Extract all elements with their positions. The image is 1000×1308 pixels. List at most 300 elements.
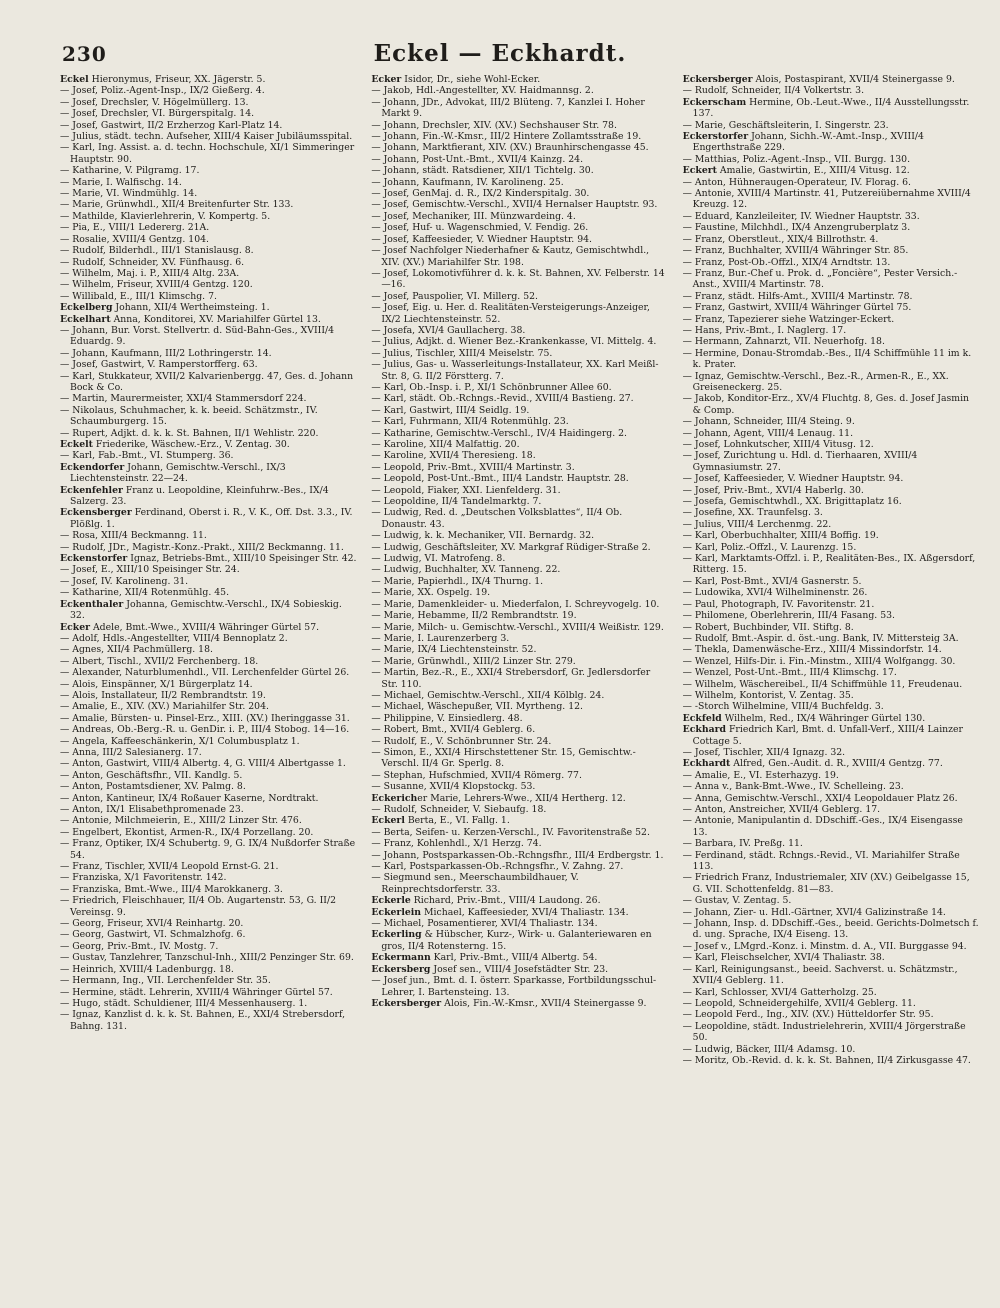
entry-text: — Ludwig, k. k. Mechaniker, VII. Bernardg. 32. xyxy=(371,530,595,542)
directory-entry xyxy=(60,815,357,826)
directory-entry xyxy=(683,770,980,781)
directory-entry xyxy=(683,838,980,849)
entry-text: — Anna v., Bank-Bmt.-Wwe., IV. Schelleing. 23. xyxy=(682,781,904,793)
entry-text: — Wilhelm, Kontorist, V. Zentag. 35. xyxy=(682,689,854,701)
directory-entry xyxy=(683,154,980,165)
entry-text: — Ludwig, Buchhalter, XV. Tanneng. 22. xyxy=(371,564,561,576)
entry-text: — Alexander, Naturblumenhdl., VII. Lerchenfelder Gürtel 26. xyxy=(60,667,350,679)
entry-text: Richard, Priv.-Bmt., VIII/4 Laudong. 26. xyxy=(410,895,601,907)
entry-text: — Josef, GenMaj. d. R., IX/2 Kinderspitalg. 30. xyxy=(371,188,590,200)
entry-text: — Karl, Schlosser, XVI/4 Gatterholzg. 25. xyxy=(682,986,877,998)
directory-entry xyxy=(371,85,668,96)
entry-text: — Friedrich, Fleischhauer, II/4 Ob. Augartenstr. 53, G. II/2 Vereinsg. 9. xyxy=(60,895,336,918)
directory-entry xyxy=(683,245,980,256)
entry-text: — Josef, Drechsler, VI. Bürgerspitalg. 14. xyxy=(60,108,255,120)
entry-text: — Pia, E., VIII/1 Ledererg. 21A. xyxy=(60,222,210,234)
entry-text: — Faustine, Milchhdl., IX/4 Anzengruberplatz 3. xyxy=(682,222,911,234)
entry-surname: Eckfeld xyxy=(682,712,722,724)
entry-text: — Josef, Drechsler, V. Högelmüllerg. 13. xyxy=(60,96,249,108)
directory-entry xyxy=(371,827,668,838)
entry-text: — Hermine, städt. Lehrerin, XVIII/4 Währinger Gürtel 57. xyxy=(60,986,333,998)
directory-entry xyxy=(60,918,357,929)
entry-text: — Georg, Priv.-Bmt., IV. Mostg. 7. xyxy=(60,940,219,952)
entry-surname: Eckel xyxy=(60,74,89,85)
entry-text: — Marie, IX/4 Liechtensteinstr. 52. xyxy=(371,644,537,656)
entry-text: Johann, Gemischtw.-Verschl., IX/3 Liechtensteinstr. 22—24. xyxy=(70,461,286,485)
entry-text: — Simon, E., XXI/4 Hirschstettener Str. 15, Gemischtw.-Verschl. II/4 Gr. Sperlg. 8. xyxy=(371,746,636,770)
entry-text: — Amalie, E., VI. Esterhazyg. 19. xyxy=(682,769,839,781)
entry-text: — Marie, Damenkleider- u. Miederfalon, I. Schreyvogelg. 10. xyxy=(371,598,660,610)
entry-text: Ignaz, Betriebs-Bmt., XIII/10 Speisinger Str. 42. xyxy=(127,553,357,565)
directory-entry xyxy=(60,713,357,724)
entry-text: Adele, Bmt.-Wwe., XVIII/4 Währinger Gürtel 57. xyxy=(90,621,320,633)
entry-text: — Anton, Geschäftsfhr., VII. Kandlg. 5. xyxy=(60,769,243,781)
entry-text: — Josef, Gastwirt, V. Ramperstorfferg. 63. xyxy=(60,359,258,371)
entry-text: — Marie, Milch- u. Gemischtw.-Verschl., XVIII/4 Weißistr. 129. xyxy=(371,621,664,633)
entry-text: — Andreas, Ob.-Berg.-R. u. GenDir. i. P., III/4 Stobog. 14—16. xyxy=(60,724,350,736)
entry-text: — Karl, Poliz.-Offzl., V. Laurenzg. 15. xyxy=(682,541,857,553)
directory-entry xyxy=(371,507,668,530)
entry-text: — Josefa, Gemischtwhdl., XX. Brigittaplatz 16. xyxy=(682,496,902,508)
directory-entry xyxy=(683,85,980,96)
entry-surname: Eckelt xyxy=(60,439,93,450)
entry-text: — Josef, Mechaniker, III. Münzwardeing. 4. xyxy=(371,210,576,222)
entry-text: — Josef, Tischler, XII/4 Ignazg. 32. xyxy=(682,746,846,758)
entry-text: — Rudolf, Schneider, II/4 Volkertstr. 3. xyxy=(682,85,865,97)
directory-entry xyxy=(371,416,668,427)
entry-text: Berta, E., VI. Fallg. 1. xyxy=(404,815,510,827)
entry-surname: Ecker xyxy=(371,74,402,85)
entry-text: — Josef, E., XIII/10 Speisinger Str. 24. xyxy=(60,564,240,576)
entry-text: — Franz, Kohlenhdl., X/1 Herzg. 74. xyxy=(371,838,542,850)
directory-entry xyxy=(60,234,357,245)
directory-entry xyxy=(60,257,357,268)
directory-entry xyxy=(60,827,357,838)
directory-entry xyxy=(60,462,357,485)
directory-entry xyxy=(683,804,980,815)
directory-entry xyxy=(60,314,357,325)
column-middle xyxy=(371,74,668,1274)
directory-entry xyxy=(371,359,668,382)
entry-surname: Eckersberger xyxy=(371,997,442,1009)
directory-entry xyxy=(60,781,357,792)
entry-text: — Josef, Priv.-Bmt., XVI/4 Haberlg. 30. xyxy=(682,484,864,496)
directory-entry xyxy=(60,177,357,188)
directory-entry xyxy=(60,724,357,735)
entry-text: Johann, Sichh.-W.-Amt.-Insp., XVIII/4 Engerthstraße 229. xyxy=(692,131,924,154)
entry-text: — Karl, städt. Ob.-Rchngs.-Revid., XVIII/4 Bastieng. 27. xyxy=(371,393,634,405)
entry-surname: Eckerich xyxy=(371,792,418,804)
entry-text: — Heinrich, XVIII/4 Ladenburgg. 18. xyxy=(60,963,234,975)
entry-text: — Leopoldine, städt. Industrielehrerin, XVIII/4 Jörgerstraße 50. xyxy=(682,1020,966,1044)
directory-entry xyxy=(371,211,668,222)
directory-entry xyxy=(683,667,980,678)
entry-text: — Marie, Geschäftsleiterin, I. Singerstr. 23. xyxy=(682,119,889,131)
directory-entry xyxy=(371,542,668,553)
entry-text: — Rosalie, XVIII/4 Gentzg. 104. xyxy=(60,233,209,245)
directory-entry xyxy=(60,97,357,108)
entry-surname: Eckenthaler xyxy=(60,598,124,610)
entry-text: — Johann, Fin.-W.-Kmsr., III/2 Hintere Zollamtsstraße 19. xyxy=(371,131,642,143)
directory-entry xyxy=(60,245,357,256)
directory-entry xyxy=(683,496,980,507)
directory-entry xyxy=(60,941,357,952)
directory-entry xyxy=(683,793,980,804)
entry-text: — Johann, Postsparkassen-Ob.-Rchngsfhr., III/4 Erdbergstr. 1. xyxy=(371,849,664,861)
directory-entry xyxy=(683,302,980,313)
entry-text: — Engelbert, Ekontist, Armen-R., IX/4 Porzellang. 20. xyxy=(60,826,314,838)
entry-text: — Marie, VI. Windmühlg. 14. xyxy=(60,188,198,200)
directory-entry xyxy=(371,747,668,770)
directory-entry xyxy=(371,667,668,690)
entry-text: — Marie, I. Laurenzerberg 3. xyxy=(371,632,510,644)
entry-text: — Amalie, E., XIV. (XV.) Mariahilfer Str. 204. xyxy=(60,701,269,713)
directory-entry xyxy=(371,895,668,906)
directory-entry xyxy=(60,838,357,861)
directory-entry xyxy=(683,97,980,120)
entry-text: — Siegmund sen., Meerschaumbildhauer, V. Reinprechtsdorferstr. 33. xyxy=(371,872,579,895)
directory-entry xyxy=(60,542,357,553)
entry-text: — Moritz, Ob.-Revid. d. k. k. St. Bahnen, II/4 Zirkusgasse 47. xyxy=(682,1054,971,1066)
directory-entry xyxy=(60,553,357,564)
entry-text: — Anton, Postamtsdiener, XV. Palmg. 8. xyxy=(60,781,246,793)
directory-entry xyxy=(371,770,668,781)
entry-text: — Paul, Photograph, IV. Favoritenstr. 21. xyxy=(682,598,875,610)
entry-text: — Barbara, IV. Preßg. 11. xyxy=(682,838,803,850)
directory-entry xyxy=(371,291,668,302)
directory-entry xyxy=(371,405,668,416)
entry-text: Anna, Konditorei, XV. Mariahilfer Gürtel 13. xyxy=(110,313,321,325)
entry-text: — Alois, Einspänner, X/1 Bürgerplatz 14. xyxy=(60,678,253,690)
entry-text: — Jakob, Konditor-Erz., XV/4 Fluchtg. 8, Ges. d. Josef Jasmin & Comp. xyxy=(682,393,970,416)
directory-entry xyxy=(60,371,357,394)
directory-entry xyxy=(371,450,668,461)
directory-entry xyxy=(683,656,980,667)
entry-text: — Karl, Marktamts-Offzl. i. P., Realitäten-Bes., IX. Aßgersdorf, Ritterg. 15. xyxy=(682,553,976,576)
entry-text: Hermine, Ob.-Leut.-Wwe., II/4 Ausstellungsstr. 137. xyxy=(692,96,970,120)
directory-entry xyxy=(371,245,668,268)
directory-entry xyxy=(683,850,980,873)
entry-text: — Johann, städt. Ratsdiener, XII/1 Tichtelg. 30. xyxy=(371,165,594,177)
entry-text: Johanna, Gemischtw.-Verschl., IX/4 Sobieskig. 32. xyxy=(70,598,342,622)
directory-entry xyxy=(371,393,668,404)
directory-entry xyxy=(683,1044,980,1055)
directory-entry xyxy=(371,564,668,575)
directory-entry xyxy=(683,724,980,747)
directory-entry xyxy=(683,268,980,291)
entry-text: — Johann, Kaufmann, IV. Karolineng. 25. xyxy=(371,176,564,188)
directory-entry xyxy=(60,222,357,233)
directory-entry xyxy=(60,952,357,963)
directory-entry xyxy=(371,496,668,507)
directory-entry xyxy=(683,599,980,610)
directory-entry xyxy=(60,690,357,701)
entry-text: — Julius, städt. techn. Aufseher, XIII/4 Kaiser Jubiläumsspital. xyxy=(60,131,353,143)
directory-entry xyxy=(60,85,357,96)
directory-entry xyxy=(60,450,357,461)
entry-text: — Philomene, Oberlehrerin, III/4 Fasang. 53. xyxy=(682,610,895,622)
directory-entry xyxy=(683,450,980,473)
entry-text: — Katharine, Gemischtw.-Verschl., IV/4 Haidingerg. 2. xyxy=(371,427,628,439)
entry-text: — Antonie, Manipulantin d. DDschiff.-Ges., IX/4 Eisengasse 13. xyxy=(682,815,963,838)
entry-text: Hieronymus, Friseur, XX. Jägerstr. 5. xyxy=(88,74,266,85)
entry-text: — Hermann, Zahnarzt, VII. Neuerhofg. 18. xyxy=(682,336,885,348)
entry-text: Johann, XII/4 Wertheimsteing. 1. xyxy=(112,302,270,314)
directory-entry xyxy=(371,142,668,153)
directory-entry xyxy=(371,633,668,644)
entry-text: — Rudolf, JDr., Magistr.-Konz.-Prakt., XIII/2 Beckmanng. 11. xyxy=(60,541,344,553)
directory-entry xyxy=(683,120,980,131)
entry-surname: Eckersberg xyxy=(371,963,431,975)
directory-entry xyxy=(371,553,668,564)
entry-text: — Josef, Kaffeesieder, V. Wiedner Hauptstr. 94. xyxy=(682,473,904,485)
entry-text: — Adolf, Hdls.-Angestellter, VIII/4 Bennoplatz 2. xyxy=(60,632,288,644)
entry-text: — Anton, Hühneraugen-Operateur, IV. Florag. 6. xyxy=(682,176,912,188)
directory-entry xyxy=(371,861,668,872)
directory-entry xyxy=(683,758,980,769)
directory-entry xyxy=(683,530,980,541)
directory-entry xyxy=(60,861,357,872)
directory-entry xyxy=(60,747,357,758)
directory-entry xyxy=(371,964,668,975)
directory-entry xyxy=(60,599,357,622)
entry-surname: Eckelhart xyxy=(60,313,111,325)
entry-text: — Rudolf, Bmt.-Aspir. d. öst.-ung. Bank, IV. Mittersteig 3A. xyxy=(682,632,959,644)
entry-text: — Josefine, XX. Traunfelsg. 3. xyxy=(682,507,823,519)
directory-entry xyxy=(683,781,980,792)
entry-text: — Marie, I. Walfischg. 14. xyxy=(60,176,182,188)
directory-entry xyxy=(683,348,980,371)
directory-entry xyxy=(371,587,668,598)
directory-entry xyxy=(371,348,668,359)
directory-entry xyxy=(371,793,668,804)
entry-text: — Ignaz, Gemischtw.-Verschl., Bez.-R., Armen-R., E., XX. Greiseneckerg. 25. xyxy=(682,370,949,393)
directory-entry xyxy=(60,188,357,199)
directory-entry xyxy=(683,336,980,347)
directory-entry xyxy=(60,291,357,302)
entry-text: — Ludwig, VI. Matrofeng. 8. xyxy=(371,553,506,565)
entry-text: — Karl, Reinigungsanst., beeid. Sachverst. u. Schätzmstr., XVII/4 Geblerg. 11. xyxy=(682,963,958,987)
entry-text: — Anton, Anstreicher, XVII/4 Geblerg. 17. xyxy=(682,804,881,815)
entry-text: — Ludowika, XVI/4 Wilhelminenstr. 26. xyxy=(682,587,868,599)
entry-text: — Rosa, XIII/4 Beckmanng. 11. xyxy=(60,530,207,542)
directory-entry xyxy=(371,530,668,541)
entry-surname: Eckerscham xyxy=(682,96,747,108)
directory-entry xyxy=(60,165,357,176)
directory-entry xyxy=(371,336,668,347)
page-number: 230 xyxy=(62,42,107,66)
entry-text: — Wenzel, Hilfs-Dir. i. Fin.-Minstm., XIII/4 Wolfgangg. 30. xyxy=(682,655,956,667)
directory-entry xyxy=(60,587,357,598)
entry-text: — Albert, Tischl., XVII/2 Ferchenberg. 18. xyxy=(60,655,259,667)
directory-entry xyxy=(683,188,980,211)
entry-text: — Friedrich Franz, Industriemaler, XIV (XV.) Geibelgasse 15, G. VII. Schottenfeldg. 81—83. xyxy=(682,872,970,895)
entry-surname: Eckhardt xyxy=(682,758,731,770)
directory-entry xyxy=(371,907,668,918)
entry-text: — Josef, Kaffeesieder, V. Wiedner Hauptstr. 94. xyxy=(371,233,592,245)
entry-text: — Rudolf, E., V. Schönbrunner Str. 24. xyxy=(371,735,552,747)
entry-text: — Karl, Fab.-Bmt., VI. Stumperg. 36. xyxy=(60,450,234,462)
entry-text: Michael, Kaffeesieder, XVI/4 Thaliastr. 134. xyxy=(421,906,629,918)
entry-text: — Wilhelm, Maj. i. P., XIII/4 Altg. 23A. xyxy=(60,267,240,279)
entry-text: — Karoline, XII/4 Malfattig. 20. xyxy=(371,439,520,450)
entry-text: — Angela, Kaffeeschänkerin, X/1 Columbusplatz 1. xyxy=(60,735,300,747)
entry-surname: Eckhard xyxy=(682,724,727,736)
directory-entry xyxy=(60,679,357,690)
entry-text: — Ludwig, Red. d. „Deutschen Volksblattes“, II/4 Ob. Donaustr. 43. xyxy=(371,507,623,530)
directory-entry xyxy=(683,895,980,906)
directory-entry xyxy=(683,291,980,302)
directory-entry xyxy=(371,804,668,815)
directory-entry xyxy=(683,872,980,895)
directory-entry xyxy=(60,507,357,530)
directory-entry xyxy=(683,222,980,233)
entry-text: — Franz, städt. Hilfs-Amt., XVIII/4 Martinstr. 78. xyxy=(682,290,913,302)
directory-entry xyxy=(371,713,668,724)
entry-text: — Franz, Bur.-Chef u. Prok. d. „Foncière“, Pester Versich.-Anst., XVIII/4 Martinstr. 78. xyxy=(682,267,958,291)
entry-text: — Martin, Maurermeister, XXI/4 Stammersdorf 224. xyxy=(60,393,307,405)
entry-text: — Antonie, XVIII/4 Martinstr. 41, Putzereiübernahme XVIII/4 Kreuzg. 12. xyxy=(682,188,971,211)
entry-text: — Leopold, Schneidergehilfe, XVII/4 Geblerg. 11. xyxy=(682,997,916,1009)
directory-entry xyxy=(683,473,980,484)
directory-entry xyxy=(60,656,357,667)
entry-text: — Johann, Marktfierant, XIV. (XV.) Braunhirschengasse 45. xyxy=(371,142,649,154)
directory-entry xyxy=(371,439,668,450)
entry-text: — Marie, Grünwhdl., XIII/2 Linzer Str. 279. xyxy=(371,655,576,667)
entry-text: — Karl, Fuhrmann, XII/4 Rotenmühlg. 23. xyxy=(371,416,569,428)
entry-text: Amalie, Gastwirtin, E., XIII/4 Vitusg. 12. xyxy=(716,165,910,177)
directory-entry xyxy=(371,622,668,633)
directory-entry xyxy=(371,462,668,473)
entry-text: — Johann, Kaufmann, III/2 Lothringerstr. 14. xyxy=(60,347,272,359)
directory-entry xyxy=(683,428,980,439)
directory-entry xyxy=(683,713,980,724)
entry-text: — Julius, Tischler, XIII/4 Meiselstr. 75. xyxy=(371,347,553,359)
directory-entry xyxy=(371,74,668,85)
directory-entry xyxy=(371,382,668,393)
entry-text: — Michael, Wäschepußer, VII. Myrtheng. 12. xyxy=(371,701,583,713)
entry-text: — Josefa, XVI/4 Gaullacherg. 38. xyxy=(371,324,526,336)
directory-entry xyxy=(60,622,357,633)
directory-entry xyxy=(60,964,357,975)
entry-text: — Marie, XX. Ospelg. 19. xyxy=(371,587,491,599)
entry-text: — Leopold, Fiaker, XXI. Lienfelderg. 31. xyxy=(371,484,561,496)
entry-text: — Karl, Gastwirt, III/4 Seidlg. 19. xyxy=(371,404,530,416)
entry-text: — Franz, Tapezierer siehe Watzinger-Eckert. xyxy=(682,313,895,325)
entry-text: — Philippine, V. Einsiedlerg. 48. xyxy=(371,712,523,724)
entry-text: — -Storch Wilhelmine, VIII/4 Buchfeldg. 3. xyxy=(682,701,884,713)
entry-text: — Julius, VIII/4 Lerchenmg. 22. xyxy=(682,518,832,530)
entry-text: — Georg, Friseur, XVI/4 Reinhartg. 20. xyxy=(60,918,244,930)
entry-text: — Susanne, XVII/4 Klopstockg. 53. xyxy=(371,781,536,793)
entry-text: — Eduard, Kanzleileiter, IV. Wiedner Hauptstr. 33. xyxy=(682,210,920,222)
entry-surname: Eckenstorfer xyxy=(60,553,128,565)
column-left xyxy=(60,74,357,1274)
directory-entry xyxy=(371,165,668,176)
directory-entry xyxy=(683,371,980,394)
directory-entry xyxy=(60,975,357,986)
entry-text: — Katharine, XII/4 Rotenmühlg. 45. xyxy=(60,587,230,599)
entry-text: — Josef, Gastwirt, II/2 Erzherzog Karl-Platz 14. xyxy=(60,119,283,131)
directory-entry xyxy=(683,998,980,1009)
entry-text: — Wilhelm, Wäschereibel., II/4 Schiffmühle 11, Freudenau. xyxy=(682,678,963,690)
directory-entry xyxy=(371,177,668,188)
entry-text: — Anton, IX/1 Elisabethpromenade 23. xyxy=(60,804,244,815)
directory-entry xyxy=(371,120,668,131)
entry-text: — Karoline, XVII/4 Theresieng. 18. xyxy=(371,450,536,462)
directory-entry xyxy=(371,268,668,291)
entry-text: — Ludwig, Geschäftsleiter, XV. Markgraf Rüdiger-Straße 2. xyxy=(371,541,651,553)
entry-text: — Amalie, Bürsten- u. Pinsel-Erz., XIII. (XV.) Iheringgasse 31. xyxy=(60,712,350,724)
directory-entry xyxy=(683,211,980,222)
directory-entry xyxy=(683,257,980,268)
entry-text: Josef sen., VIII/4 Josefstädter Str. 23. xyxy=(430,963,609,975)
directory-entry xyxy=(683,679,980,690)
entry-text: — Johann, Bur. Vorst. Stellvertr. d. Süd-Bahn-Ges., XVIII/4 Eduardg. 9. xyxy=(60,324,335,348)
directory-entry xyxy=(683,815,980,838)
entry-text: — Karl, Oberbuchhalter, XIII/4 Boffig. 19. xyxy=(682,530,879,542)
directory-entry xyxy=(60,576,357,587)
entry-text: — Rudolf, Bilderhdl., III/1 Stanislausg. 8. xyxy=(60,245,254,257)
directory-entry xyxy=(60,199,357,210)
directory-entry xyxy=(683,941,980,952)
directory-entry xyxy=(683,131,980,154)
directory-entry xyxy=(60,1009,357,1032)
directory-entry xyxy=(371,929,668,952)
directory-entry xyxy=(60,872,357,883)
directory-entry xyxy=(60,667,357,678)
entry-text: — Katharine, V. Pilgramg. 17. xyxy=(60,165,200,177)
entry-text: & Hübscher, Kurz-, Wirk- u. Galanteriewaren en gros, II/4 Rotensterng. 15. xyxy=(381,929,652,952)
directory-entry xyxy=(60,530,357,541)
entry-text: — Josef, Gemischtw.-Verschl., XVII/4 Hernalser Hauptstr. 93. xyxy=(371,199,658,211)
entry-text: — Johann, Post-Unt.-Bmt., XVII/4 Kainzg. 24. xyxy=(371,153,584,165)
directory-entry xyxy=(683,74,980,85)
entry-surname: Eckerle xyxy=(371,895,411,907)
directory-entry xyxy=(371,838,668,849)
directory-entry xyxy=(60,428,357,439)
entry-text: — Franziska, X/1 Favoritenstr. 142. xyxy=(60,872,227,884)
directory-entry xyxy=(683,587,980,598)
entry-text: — Karl, Postsparkassen-Ob.-Rchngsfhr., V. Zahng. 27. xyxy=(371,861,624,873)
entry-surname: Eckendorfer xyxy=(60,461,125,473)
entry-surname: Ecker xyxy=(60,621,91,633)
entry-text: Alois, Fin.-W.-Kmsr., XVII/4 Steinergasse 9. xyxy=(441,997,647,1009)
entry-text: — Willibald, E., III/1 Klimschg. 7. xyxy=(60,290,217,302)
entry-text: — Hermann, Ing., VII. Lerchenfelder Str. 35. xyxy=(60,975,271,987)
entry-text: Friederike, Wäschew.-Erz., V. Zentag. 30. xyxy=(92,439,290,450)
entry-text: Friedrich Karl, Bmt. d. Unfall-Verf., XIII/4 Lainzer Cottage 5. xyxy=(692,724,964,747)
directory-entry xyxy=(683,553,980,576)
directory-entry xyxy=(683,576,980,587)
entry-text: — Josef, Lohnkutscher, XIII/4 Vitusg. 12. xyxy=(682,439,874,450)
directory-entry xyxy=(371,724,668,735)
entry-text: — Johann, Schneider, III/4 Steing. 9. xyxy=(682,416,855,428)
directory-entry xyxy=(60,998,357,1009)
entry-text: — Michael, Gemischtw.-Verschl., XII/4 Kölblg. 24. xyxy=(371,689,605,701)
directory-entry xyxy=(60,884,357,895)
entry-surname: Eckermann xyxy=(371,952,431,964)
entry-text: Wilhelm, Red., IX/4 Währinger Gürtel 130. xyxy=(721,712,926,724)
entry-text: — Franz, Post-Ob.-Offzl., XIX/4 Arndtstr. 13. xyxy=(682,256,891,268)
entry-text: — Johann, Drechsler, XIV. (XV.) Sechshauser Str. 78. xyxy=(371,119,617,131)
entry-text: — Thekla, Damenwäsche-Erz., XIII/4 Missindorfstr. 14. xyxy=(682,644,942,656)
directory-entry xyxy=(371,690,668,701)
directory-entry xyxy=(683,485,980,496)
entry-text: Ferdinand, Oberst i. R., V. K., Off. Dst. 3.3., IV. Plößlg. 1. xyxy=(70,507,353,530)
entry-text: — Hans, Priv.-Bmt., I. Naglerg. 17. xyxy=(682,324,847,336)
directory-entry xyxy=(371,576,668,587)
